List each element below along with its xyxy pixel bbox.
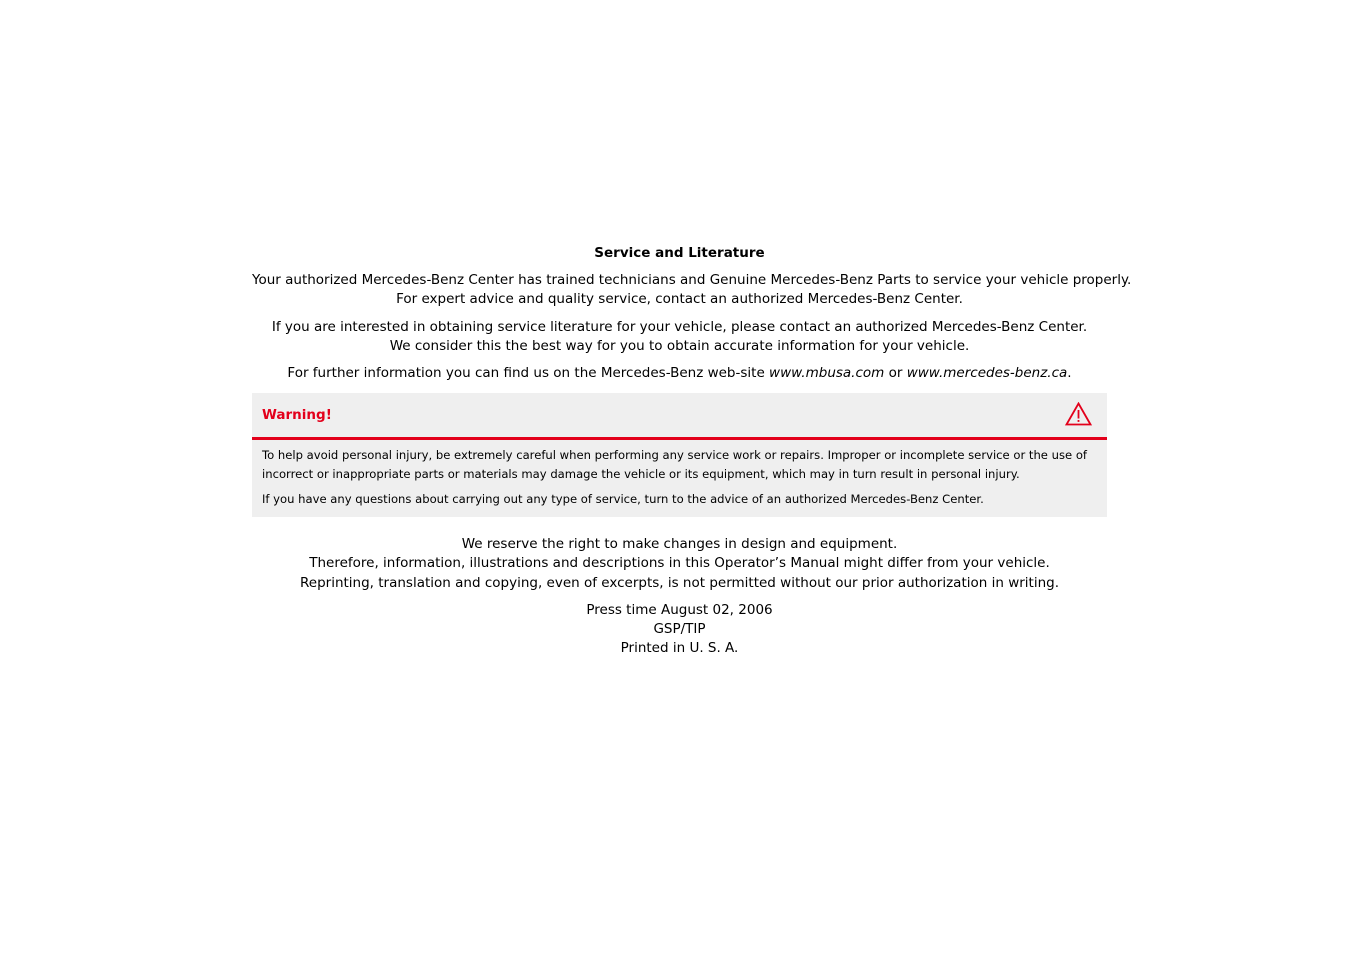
rights-line-3: Reprinting, translation and copying, even of excerpts, is not permitted without our prior authorization in writing. [300, 574, 1059, 591]
literature-line-2: We consider this the best way for you to obtain accurate information for your vehicle. [389, 337, 970, 354]
service-line-2: For expert advice and quality service, contact an authorized Mercedes-Benz Center. [396, 291, 963, 308]
service-line-1: Your authorized Mercedes-Benz Center has trained technicians and Genuine Mercedes-Benz Parts to service your vehicle properly. [252, 272, 1132, 288]
mercedes-benz-ca-link[interactable]: www.mercedes-benz.ca [906, 365, 1068, 382]
literature-paragraph [252, 318, 1107, 357]
mbusa-link[interactable]: www.mbusa.com [769, 365, 885, 382]
section-title: Service and Literature [594, 245, 765, 261]
warning-triangle-icon [1065, 402, 1092, 426]
rights-paragraph [252, 535, 1107, 593]
website-text-suffix: . [1067, 365, 1072, 382]
literature-line-1: If you are interested in obtaining service literature for your vehicle, please contact an authorized Mercedes-Benz Center. [271, 318, 1088, 335]
warning-text-1: To help avoid personal injury, be extremely careful when performing any service work or repairs. Improper or incomplete service or the use of incorrect or inappropriate parts or materials may damage the vehicle or its equipment, which may in turn result in personal injury. [262, 448, 1087, 481]
warning-title: Warning! [262, 407, 332, 424]
rights-line-1: We reserve the right to make changes in design and equipment. [461, 535, 898, 552]
printed-in: Printed in U. S. A. [620, 640, 739, 657]
website-paragraph [252, 364, 1107, 383]
warning-body [252, 440, 1107, 517]
press-time: Press time August 02, 2006 [586, 601, 773, 618]
website-text-prefix: For further information you can find us on the Mercedes-Benz web-site [287, 365, 770, 382]
rights-line-2: Therefore, information, illustrations and descriptions in this Operator’s Manual might differ from your vehicle. [309, 555, 1050, 572]
warning-text-2: If you have any questions about carrying out any type of service, turn to the advice of an authorized Mercedes-Benz Center. [262, 492, 984, 507]
warning-header [252, 393, 1107, 440]
imprint-paragraph [252, 601, 1107, 659]
imprint-code: GSP/TIP [653, 621, 706, 638]
document-page [252, 244, 1132, 667]
website-text-mid: or [884, 365, 907, 382]
warning-box [252, 393, 1107, 517]
service-paragraph [252, 271, 1132, 310]
